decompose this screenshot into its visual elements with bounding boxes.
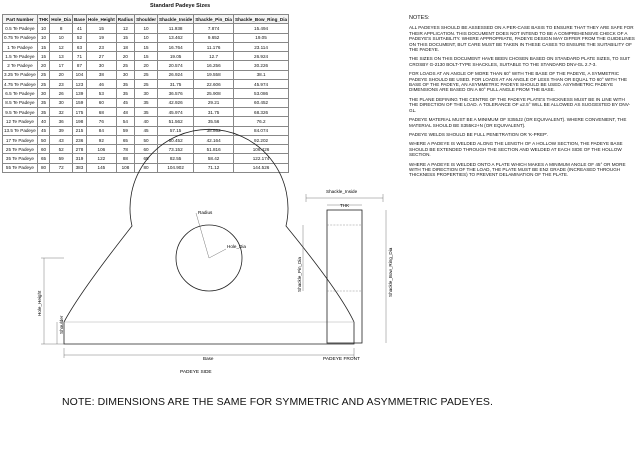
- bottom-note: NOTE: DIMENSIONS ARE THE SAME FOR SYMMETRIC AND ASYMMETRIC PADEYES.: [62, 396, 494, 408]
- part-number-cell: 8.5 Te Padeye: [3, 98, 38, 107]
- table-cell: 36: [50, 117, 73, 126]
- part-number-cell: 13.5 Te Padeye: [3, 126, 38, 135]
- table-cell: 31.75: [158, 80, 194, 89]
- table-cell: 30: [86, 61, 116, 70]
- table-cell: 35: [37, 107, 49, 116]
- column-header: Shackle_Bow_Ring_Dia: [234, 15, 289, 24]
- table-cell: 13: [50, 52, 73, 61]
- table-cell: 41: [72, 24, 86, 33]
- table-cell: 25: [135, 70, 158, 79]
- note-item: WHERE A PADEYE IS WELDED ONTO A PLATE WHICH MAKES A MINIMUM ANGLE OF 45° OR MORE WITH THE DIRECTION OF THE LOAD, THE PLATE MUST BE EN2 GRADE (INCREASED THROUGH THICKNESS PROPERTIES) TO PREVENT DELAMINATION OF THE PLATE.: [409, 161, 626, 178]
- table-cell: 42.164: [194, 135, 234, 144]
- table-cell: 39: [50, 126, 73, 135]
- table-cell: 278: [72, 145, 86, 154]
- table-cell: 68.326: [234, 107, 289, 116]
- notes-heading: NOTES:: [409, 15, 430, 21]
- padeye-side-outline: [64, 129, 354, 344]
- table-cell: 65: [116, 135, 134, 144]
- table-cell: 106: [86, 145, 116, 154]
- table-cell: 76: [86, 117, 116, 126]
- table-cell: 25: [116, 61, 134, 70]
- table-cell: 10: [135, 33, 158, 42]
- table-cell: 84.074: [234, 126, 289, 135]
- table-cell: 175: [72, 107, 86, 116]
- table-cell: 144.526: [234, 163, 289, 172]
- note-item: FOR LOADS AT AN ANGLE OF MORE THAN 60° WITH THE BASE OF THE PADEYE, A SYMMETRIC PADEYE SHOULD BE USED. FOR LOADS AT AN ANGLE OF LESS THAN OR EQUAL TO 60° WITH THE BASE OF THE PADEYE, AN ASYMMETRIC PADEYE SHOULD BE USED. ASYMMETRIC PADEYE DIMENSIONS ARE BASED ON A 60° PULL ANGLE FROM THE BASE.: [409, 71, 628, 93]
- table-cell: 78: [116, 145, 134, 154]
- table-cell: 11.176: [194, 42, 234, 51]
- table-cell: 46: [86, 80, 116, 89]
- table-cell: 35: [135, 107, 158, 116]
- column-header: Base: [72, 15, 86, 24]
- table-cell: 52: [72, 33, 86, 42]
- table-cell: 18: [116, 42, 134, 51]
- table-cell: 215: [72, 126, 86, 135]
- table-cell: 15: [116, 33, 134, 42]
- table-cell: 53.086: [234, 89, 289, 98]
- note-item: THE PLANE DEFINING THE CENTRE OF THE PADEYE PLATE'S THICKNESS MUST BE IN LINE WITH THE DIRECTION OF THE LOAD. A TOLERANCE OF ±2.5° WILL BE ALLOWED AS SUGGESTED BY DNV-GL.: [409, 96, 631, 113]
- table-cell: 71: [72, 52, 86, 61]
- table-cell: 36.576: [158, 89, 194, 98]
- table-cell: 73.152: [158, 145, 194, 154]
- table-cell: 20: [116, 52, 134, 61]
- table-cell: 65: [37, 154, 49, 163]
- label-base: Base: [203, 356, 214, 361]
- part-number-cell: 4.75 Te Padeye: [3, 80, 38, 89]
- table-cell: 35: [37, 98, 49, 107]
- table-cell: 26: [50, 89, 73, 98]
- table-cell: 19: [86, 33, 116, 42]
- table-cell: 45: [135, 126, 158, 135]
- table-cell: 50: [37, 135, 49, 144]
- column-header: Part Number: [3, 15, 38, 24]
- table-cell: 19.05: [234, 33, 289, 42]
- note-item: PADEYE WELDS SHOULD BE FULL PENETRATION OR 'K-PREP'.: [409, 131, 549, 137]
- label-shoulder: Shoulder: [59, 315, 64, 334]
- table-cell: 57.15: [158, 126, 194, 135]
- table-cell: 30: [116, 70, 134, 79]
- table-cell: 63: [72, 42, 86, 51]
- label-hole-height: Hole_Height: [37, 290, 42, 316]
- table-cell: 236: [72, 135, 86, 144]
- table-cell: 54: [116, 117, 134, 126]
- table-cell: 25.908: [194, 89, 234, 98]
- table-cell: 15: [37, 42, 49, 51]
- table-cell: 38.1: [234, 70, 289, 79]
- table-title: Standard Padeye Sizes: [150, 3, 211, 9]
- table-cell: 30: [135, 89, 158, 98]
- part-number-cell: 17 Te Padeye: [3, 135, 38, 144]
- table-cell: 92: [86, 135, 116, 144]
- table-cell: 27: [86, 52, 116, 61]
- note-item: WHERE A PADEYE IS WELDED ALONG THE LENGTH OF A HOLLOW SECTION, THE PADEYE BASE SHOULD BE EXTENDED THROUGH THE SECTION AND WELDED AT EACH SIDE OF THE HOLLOW SECTION.: [409, 141, 623, 158]
- table-cell: 25: [37, 70, 49, 79]
- part-number-cell: 0.5 Te Padeye: [3, 24, 38, 33]
- table-cell: 84: [86, 126, 116, 135]
- label-shackle-inside: Shackle_Inside: [326, 189, 358, 194]
- column-header: THK: [37, 15, 49, 24]
- table-cell: 139: [72, 89, 86, 98]
- table-cell: 60: [86, 98, 116, 107]
- table-cell: 17: [50, 61, 73, 70]
- table-cell: 30: [50, 98, 73, 107]
- table-cell: 20: [37, 61, 49, 70]
- table-cell: 23: [50, 80, 73, 89]
- table-cell: 59: [50, 154, 73, 163]
- table-cell: 25: [37, 80, 49, 89]
- part-number-cell: 1 Te Padeye: [3, 42, 38, 51]
- table-cell: 10: [37, 33, 49, 42]
- table-cell: 68: [86, 107, 116, 116]
- part-number-cell: 3.25 Te Padeye: [3, 70, 38, 79]
- table-cell: 45: [37, 126, 49, 135]
- table-cell: 60.452: [234, 98, 289, 107]
- table-cell: 52: [50, 145, 73, 154]
- table-cell: 35: [116, 80, 134, 89]
- table-cell: 92.202: [234, 135, 289, 144]
- table-cell: 123: [72, 80, 86, 89]
- table-cell: 87: [72, 61, 86, 70]
- table-cell: 122: [86, 154, 116, 163]
- column-header: Shackle_Inside: [158, 15, 194, 24]
- table-cell: 32: [50, 107, 73, 116]
- table-cell: 20: [50, 70, 73, 79]
- table-cell: 60.452: [158, 135, 194, 144]
- table-cell: 16.764: [158, 42, 194, 51]
- padeye-front-outline: [327, 210, 362, 343]
- table-cell: 22.606: [194, 80, 234, 89]
- label-bow-ring-dia: Shackle_Bow_Ring_Dia: [388, 247, 393, 297]
- table-cell: 53: [86, 89, 116, 98]
- caption-side: PADEYE SIDE: [180, 370, 212, 375]
- part-number-cell: 0.75 Te Padeye: [3, 33, 38, 42]
- part-number-cell: 1.5 Te Padeye: [3, 52, 38, 61]
- table-cell: 65: [135, 154, 158, 163]
- column-header: Hole_Dia: [50, 15, 73, 24]
- table-cell: 25: [135, 80, 158, 89]
- table-cell: 145: [86, 163, 116, 172]
- table-cell: 31.75: [194, 107, 234, 116]
- part-number-cell: 55 Te Padeye: [3, 163, 38, 172]
- table-cell: 40: [135, 117, 158, 126]
- table-cell: 88: [116, 154, 134, 163]
- table-cell: 30.226: [234, 61, 289, 70]
- table-cell: 35.56: [194, 117, 234, 126]
- table-cell: 11.938: [158, 24, 194, 33]
- table-cell: 19.05: [158, 52, 194, 61]
- table-cell: 10: [135, 24, 158, 33]
- table-cell: 45: [116, 98, 134, 107]
- table-cell: 7.874: [194, 24, 234, 33]
- table-cell: 10: [37, 24, 49, 33]
- table-cell: 26.924: [158, 70, 194, 79]
- table-cell: 122.174: [234, 154, 289, 163]
- table-cell: 58.42: [194, 154, 234, 163]
- label-thk: THK: [340, 203, 350, 208]
- part-number-cell: 9.5 Te Padeye: [3, 107, 38, 116]
- table-cell: 51.562: [158, 117, 194, 126]
- table-cell: 15: [37, 52, 49, 61]
- column-header: Radius: [116, 15, 134, 24]
- table-cell: 104: [72, 70, 86, 79]
- note-item: PADEYE MATERIAL MUST BE A MINIMUM OF S355J2 (OR EQUIVALENT). WHERE CONVENIENT, THE MATERIAL SHOULD BE S355K2+N (OR EQUIVALENT).: [409, 117, 627, 128]
- table-cell: 60: [37, 145, 49, 154]
- table-cell: 29.21: [194, 98, 234, 107]
- table-cell: 30: [37, 89, 49, 98]
- table-cell: 15: [86, 24, 116, 33]
- table-cell: 48: [116, 107, 134, 116]
- table-cell: 12: [50, 42, 73, 51]
- table-cell: 20.574: [158, 61, 194, 70]
- table-cell: 9.652: [194, 33, 234, 42]
- table-cell: 12.7: [194, 52, 234, 61]
- table-cell: 23: [86, 42, 116, 51]
- table-cell: 23.114: [234, 42, 289, 51]
- table-cell: 10: [50, 33, 73, 42]
- table-cell: 43: [50, 135, 73, 144]
- caption-front: PADEYE FRONT: [323, 357, 360, 362]
- table-cell: 72: [50, 163, 73, 172]
- part-number-cell: 12 Te Padeye: [3, 117, 38, 126]
- table-cell: 12: [116, 24, 134, 33]
- label-radius: Radius: [198, 210, 213, 215]
- part-number-cell: 6.5 Te Padeye: [3, 89, 38, 98]
- table-cell: 108: [116, 163, 134, 172]
- column-header: Shackle_Pin_Dia: [194, 15, 234, 24]
- table-cell: 42.926: [158, 98, 194, 107]
- table-cell: 82.55: [158, 154, 194, 163]
- table-cell: 35: [116, 89, 134, 98]
- table-cell: 71.12: [194, 163, 234, 172]
- table-cell: 51.816: [194, 145, 234, 154]
- table-cell: 16.256: [194, 61, 234, 70]
- part-number-cell: 25 Te Padeye: [3, 145, 38, 154]
- table-cell: 15: [135, 42, 158, 51]
- table-cell: 50: [135, 135, 158, 144]
- table-cell: 198: [72, 117, 86, 126]
- table-cell: 80: [135, 163, 158, 172]
- table-cell: 15.494: [234, 24, 289, 33]
- table-cell: 106.426: [234, 145, 289, 154]
- table-cell: 38: [86, 70, 116, 79]
- table-cell: 13.462: [158, 33, 194, 42]
- table-cell: 19.558: [194, 70, 234, 79]
- table-cell: 26.924: [234, 52, 289, 61]
- table-cell: 383: [72, 163, 86, 172]
- table-cell: 15: [135, 52, 158, 61]
- part-number-cell: 2 Te Padeye: [3, 61, 38, 70]
- table-cell: 45.974: [234, 80, 289, 89]
- part-number-cell: 35 Te Padeye: [3, 154, 38, 163]
- table-cell: 8: [50, 24, 73, 33]
- table-cell: 80: [37, 163, 49, 172]
- note-item: ALL PADEYES SHOULD BE ASSESSED ON A PER-CASE BASIS TO ENSURE THAT THEY ARE SAFE FOR THEIR APPLICATION. THIS DOCUMENT DOES NOT INTEND TO BE A COMPREHENSIVE CHECK OF A PADEYE'S SUITABILITY. WHERE APPROPRIATE, PADEYE DESIGN MAY DIFFER FROM THE GUIDELINES ON THIS DOCUMENT, BUT CARE MUST BE TAKEN IN THESE CASES TO ENSURE THE SUITABILITY OF THE PADEYE.: [409, 25, 635, 53]
- table-cell: 20: [135, 61, 158, 70]
- label-hole-dia: Hole_Dia: [227, 244, 246, 249]
- table-cell: 45.974: [158, 107, 194, 116]
- note-item: THE SIZES ON THIS DOCUMENT HAVE BEEN CHOSEN BASED ON STANDARD PLATE SIZES, TO SUIT CROSBY G-2130 BOLT-TYPE SHACKLES, SUITABLE TO THE STANDARD DNV-GL 2.7-3.: [409, 56, 631, 67]
- table-cell: 60: [135, 145, 158, 154]
- table-cell: 159: [72, 98, 86, 107]
- table-cell: 76.2: [234, 117, 289, 126]
- table-cell: 104.902: [158, 163, 194, 172]
- label-pin-dia: Shackle_Pin_Dia: [297, 257, 302, 292]
- table-cell: 38.862: [194, 126, 234, 135]
- table-cell: 35: [135, 98, 158, 107]
- table-cell: 40: [37, 117, 49, 126]
- column-header: Shoulder: [135, 15, 158, 24]
- column-header: Hole_Height: [86, 15, 116, 24]
- table-cell: 319: [72, 154, 86, 163]
- table-cell: 59: [116, 126, 134, 135]
